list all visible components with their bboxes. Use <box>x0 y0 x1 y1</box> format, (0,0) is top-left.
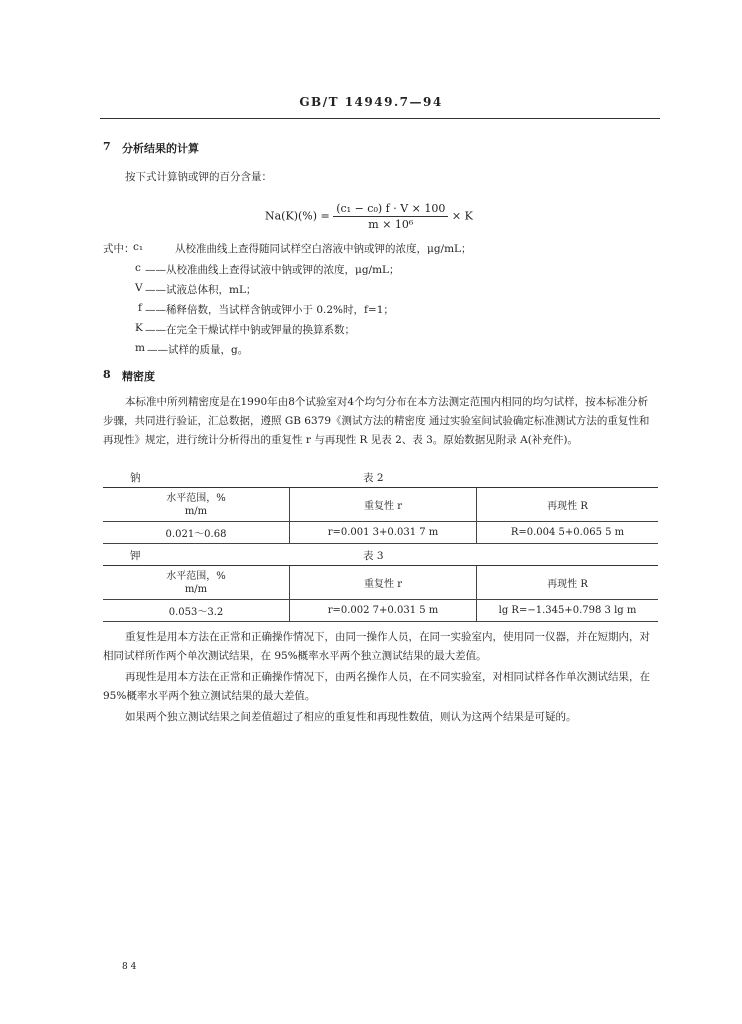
table-3-cell-big-r: lg R=−1.345+0.798 3 lg m <box>477 600 659 622</box>
table-3-header-level <box>103 566 290 600</box>
def-text-c1: 从校准曲线上查得随同试样空白溶液中钠或钾的浓度，μg/mL； <box>175 243 472 255</box>
section-8-number: 8 <box>103 368 111 381</box>
table-3-header-level-unit: m/m <box>184 583 208 595</box>
formula-lhs: Na(K)(%) = <box>265 209 330 223</box>
where-label: 式中： <box>103 243 135 255</box>
section-7-intro: 按下式计算钠或钾的百分含量： <box>125 171 272 183</box>
def-sym-c1: c₁ <box>133 241 144 253</box>
def-text-c: ——从校准曲线上查得试液中钠或钾的浓度，μg/mL； <box>145 264 400 276</box>
table-3-cell-r: r=0.002 7+0.031 5 m <box>290 600 477 622</box>
standard-header: GB/T 14949.7—94 <box>299 95 443 109</box>
formula-fraction <box>333 202 448 231</box>
table-2 <box>103 487 658 544</box>
formula <box>265 202 473 231</box>
formula-tail: × K <box>451 209 473 223</box>
section-7-number: 7 <box>103 140 111 153</box>
def-sym-f: f <box>138 302 142 314</box>
formula-numerator: (c₁ − c₀) f · V × 100 <box>333 202 448 217</box>
table-2-cell-big-r: R=0.004 5+0.065 5 m <box>477 522 659 544</box>
def-text-v: ——试液总体积，mL； <box>145 284 257 296</box>
table-3-header-r: 重复性 r <box>290 566 477 600</box>
note-doubtful-results: 如果两个独立测试结果之间差值超过了相应的重复性和再现性数值，则认为这两个结果是可疑的。 <box>125 711 577 723</box>
table-3-element: 钾 <box>130 550 141 562</box>
table-2-header-level <box>103 488 290 522</box>
page-number: 8 4 <box>122 962 137 972</box>
table-3 <box>103 565 658 622</box>
formula-denominator: m × 10⁶ <box>368 218 414 231</box>
table-2-header-level-label: 水平范围，% <box>166 492 226 504</box>
note-reproducibility: 再现性是用本方法在正常和正确操作情况下，由两名操作人员，在不同实验室，对相同试样各作单次测试结果，在 95%概率水平两个独立测试结果的最大差值。 <box>103 671 650 702</box>
def-text-f: ——稀释倍数，当试样含钠或钾小于 0.2%时，f=1； <box>145 304 394 316</box>
def-sym-c: c <box>135 262 141 274</box>
table-2-header-r: 重复性 r <box>290 488 477 522</box>
table-2-cell-level: 0.021～0.68 <box>103 522 290 544</box>
table-2-cell-r: r=0.001 3+0.031 7 m <box>290 522 477 544</box>
table-3-cell-level: 0.053～3.2 <box>103 600 290 622</box>
table-2-element: 钠 <box>130 472 141 484</box>
header-rule <box>100 118 660 119</box>
section-8-paragraph: 本标准中所列精密度是在1990年由8个试验室对4个均匀分布在本方法测定范围内相同的均匀试样，按本标准分析步骤，共同进行验证，汇总数据，遵照 GB 6379《测试方法的精密度 通过实验室间试验确定标准测试方法的重复性和再现性》规定，进行统计分析得出的重复性 r 与再现性 R 见表 2、表 3。原始数据见附录 A(补充件)。 <box>103 396 650 446</box>
table-3-header-level-label: 水平范围，% <box>166 570 226 582</box>
def-sym-v: V <box>135 282 143 294</box>
section-8-title: 精密度 <box>122 370 155 383</box>
note-repeatability: 重复性是用本方法在正常和正确操作情况下，由同一操作人员，在同一实验室内，使用同一仪器，并在短期内，对相同试样所作两个单次测试结果，在 95%概率水平两个独立测试结果的最大差值。 <box>103 631 650 662</box>
def-text-k: ——在完全干燥试样中钠或钾量的换算系数； <box>145 324 355 336</box>
table-2-header-level-unit: m/m <box>184 505 208 517</box>
def-sym-k: K <box>135 322 143 334</box>
def-text-m: ——试样的质量，g。 <box>147 344 249 356</box>
section-7-title: 分析结果的计算 <box>122 142 199 155</box>
def-sym-m: m <box>135 342 145 354</box>
table-3-header-big-r: 再现性 R <box>477 566 659 600</box>
table-2-caption: 表 2 <box>363 472 384 484</box>
table-3-caption: 表 3 <box>363 550 384 562</box>
table-2-header-big-r: 再现性 R <box>477 488 659 522</box>
